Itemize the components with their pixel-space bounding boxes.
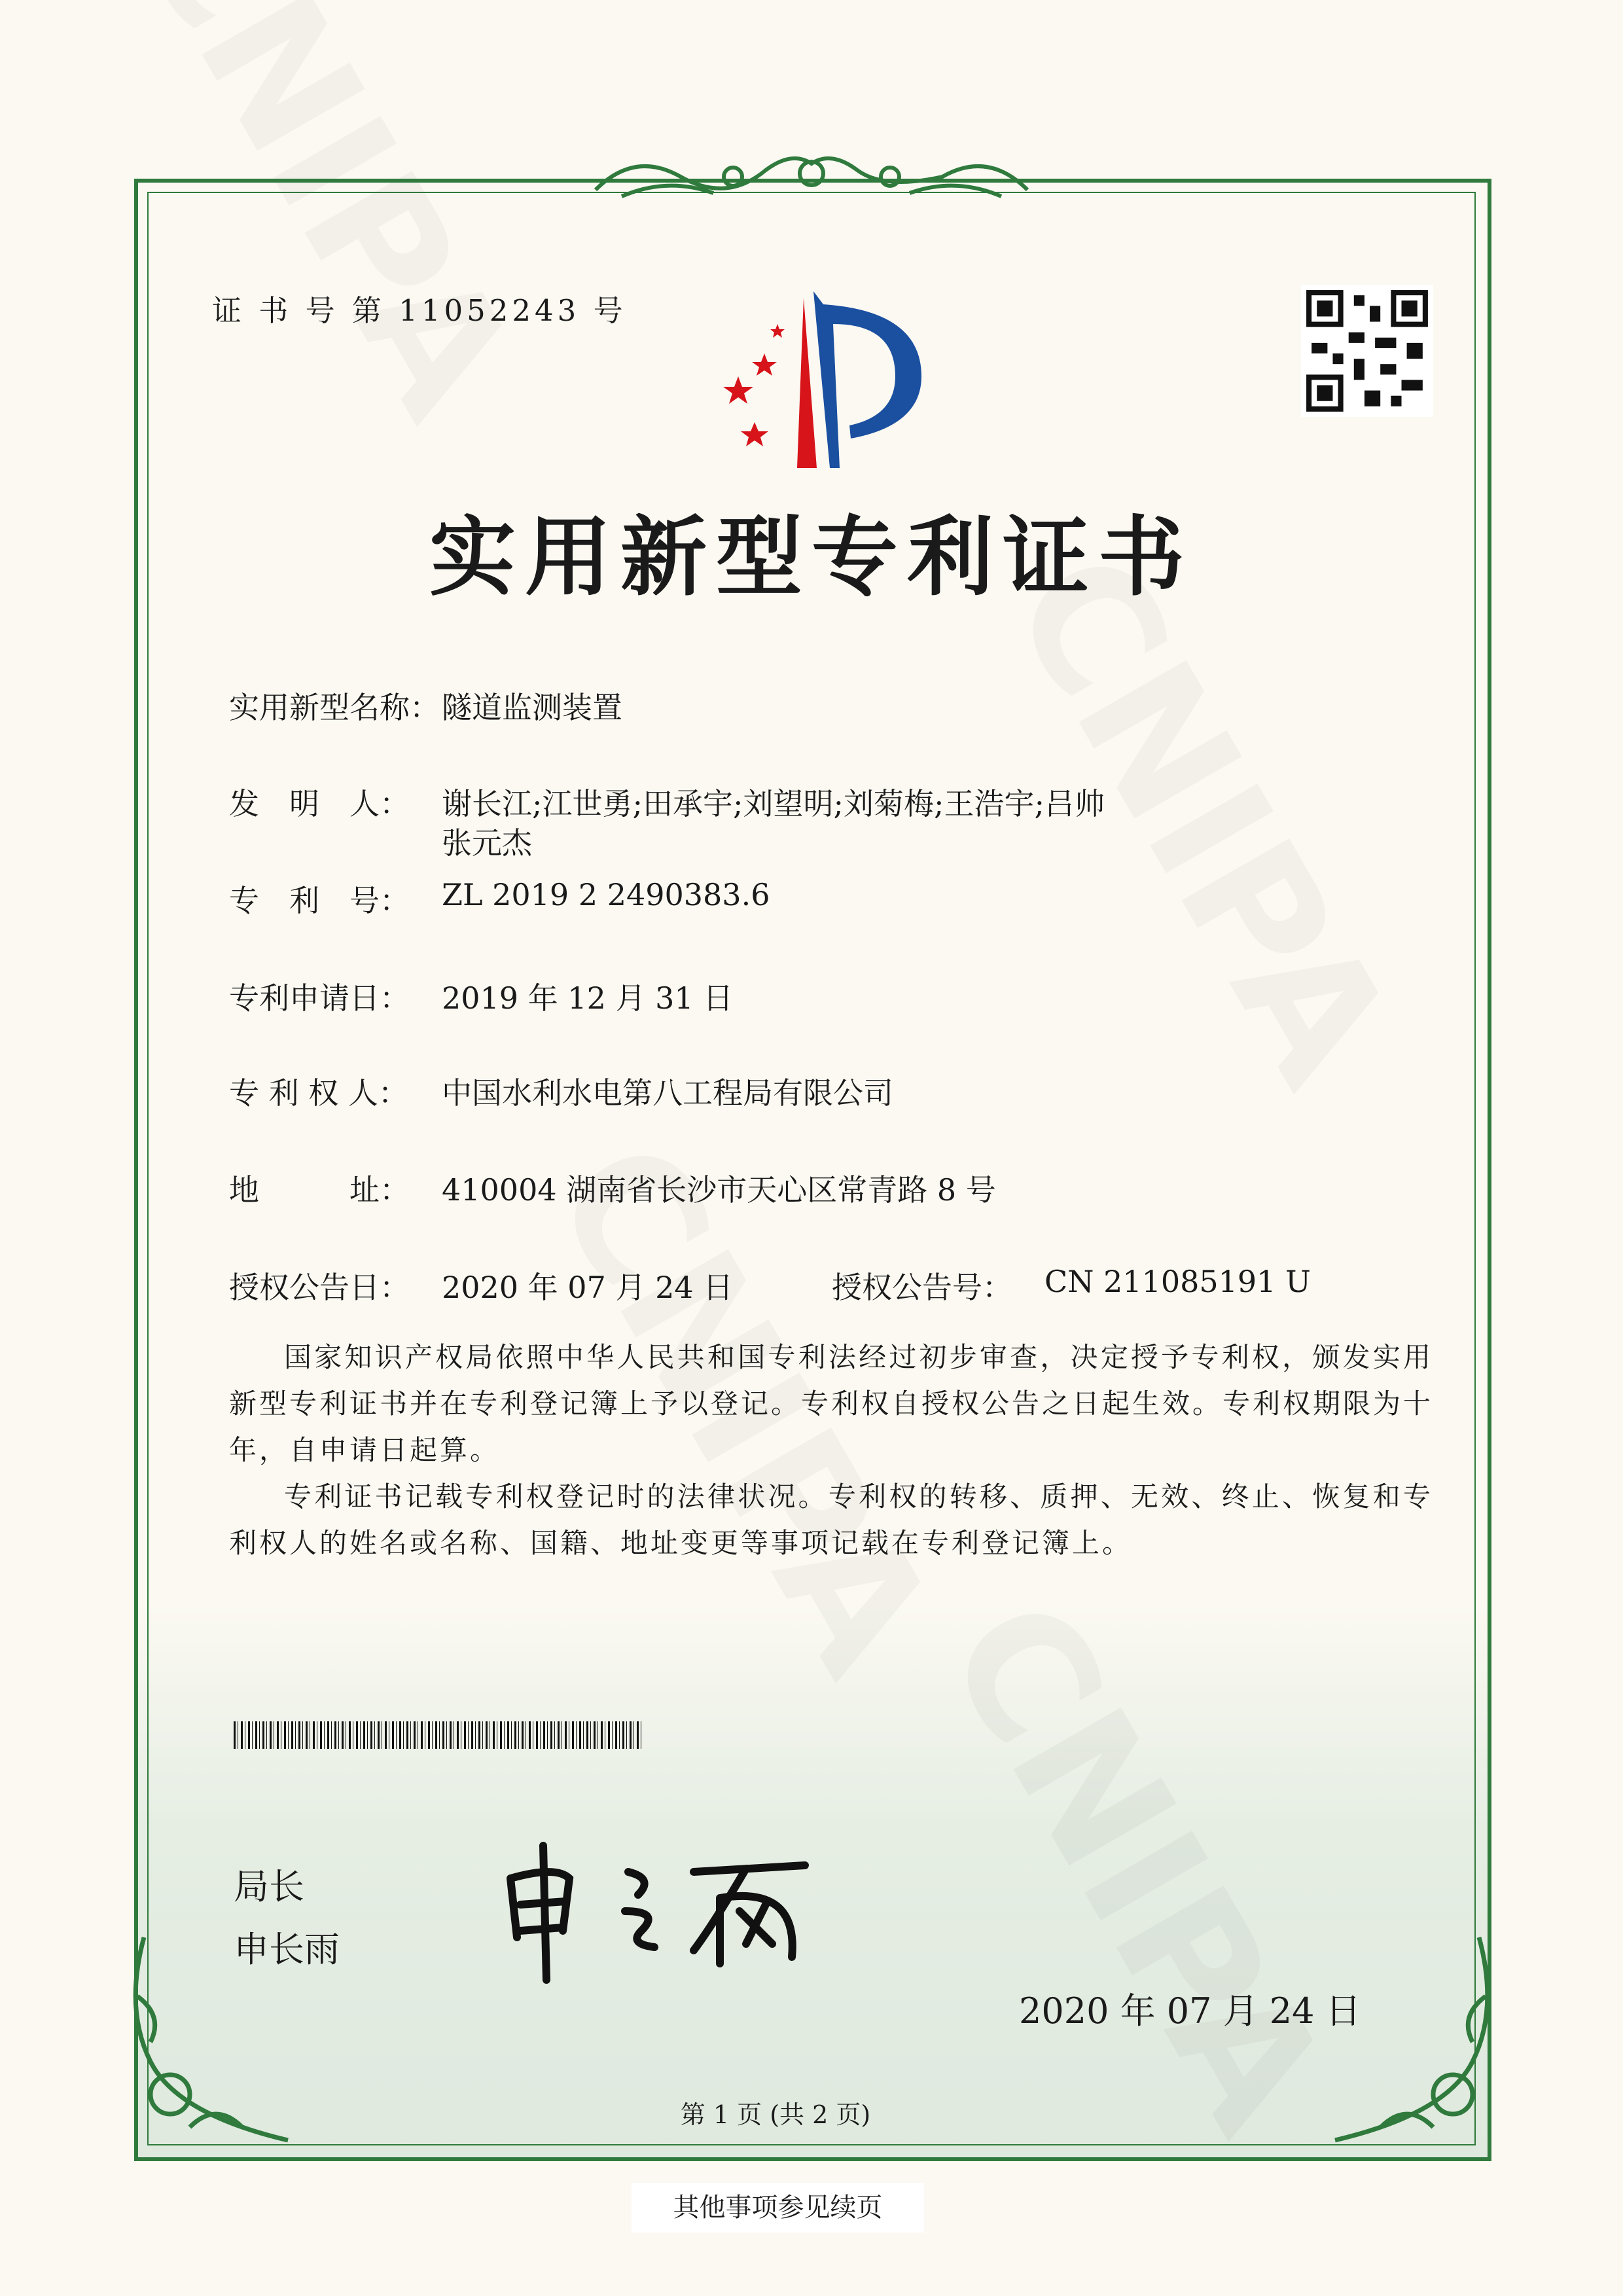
field-value: 2020 年 07 月 24 日 [442,1270,734,1305]
field-label: 地 址： [229,1172,410,1208]
field-value: 中国水利水电第八工程局有限公司 [442,1075,893,1111]
field-value: CN 211085191 U [1044,1264,1311,1299]
certificate-number: 证 书 号 第 11052243 号 [212,293,627,328]
barcode [234,1721,643,1749]
certificate-title: 实用新型专利证书 [429,507,1194,608]
field-value: 410004 湖南省长沙市天心区常青路 8 号 [442,1172,996,1208]
cnipa-logo [699,285,930,468]
field-label: 授权公告日： [229,1270,410,1305]
field-value: ZL 2019 2 2490383.6 [442,877,770,912]
director-name: 申长雨 [234,1929,340,1970]
field-label: 专 利 号： [229,883,410,918]
director-signature [497,1833,838,1990]
qr-code[interactable] [1301,285,1433,417]
field-value: 谢长江;江世勇;田承宇;刘望明;刘菊梅;王浩宇;吕帅 [442,786,1105,821]
field-value: 2019 年 12 月 31 日 [442,980,734,1016]
director-title: 局长 [234,1866,304,1907]
field-label: 实用新型名称： [229,690,440,725]
field-label: 发 明 人： [229,786,410,821]
page-indicator: 第 1 页 (共 2 页) [680,2100,871,2129]
issue-date: 2020 年 07 月 24 日 [1019,1990,1361,2032]
statement-paragraph: 国家知识产权局依照中华人民共和国专利法经过初步审查，决定授予专利权，颁发实用新型专利证书并在专利登记簿上予以登记。专利权自授权公告之日起生效。专利权期限为十年，自申请日起算。 [229,1341,1434,1466]
field-label: 专利申请日： [229,980,410,1016]
statement-text [229,1334,1433,1566]
statement-paragraph: 专利证书记载专利权登记时的法律状况。专利权的转移、质押、无效、终止、恢复和专利权人的姓名或名称、国籍、地址变更等事项记载在专利登记簿上。 [229,1480,1433,1559]
top-ornament [582,137,1041,216]
field-label: 授权公告号： [832,1270,1012,1305]
continued-note: 其他事项参见续页 [632,2183,924,2233]
field-value: 隧道监测装置 [442,690,622,725]
field-value: 张元杰 [442,825,532,861]
field-label: 专 利 权 人： [229,1075,408,1111]
